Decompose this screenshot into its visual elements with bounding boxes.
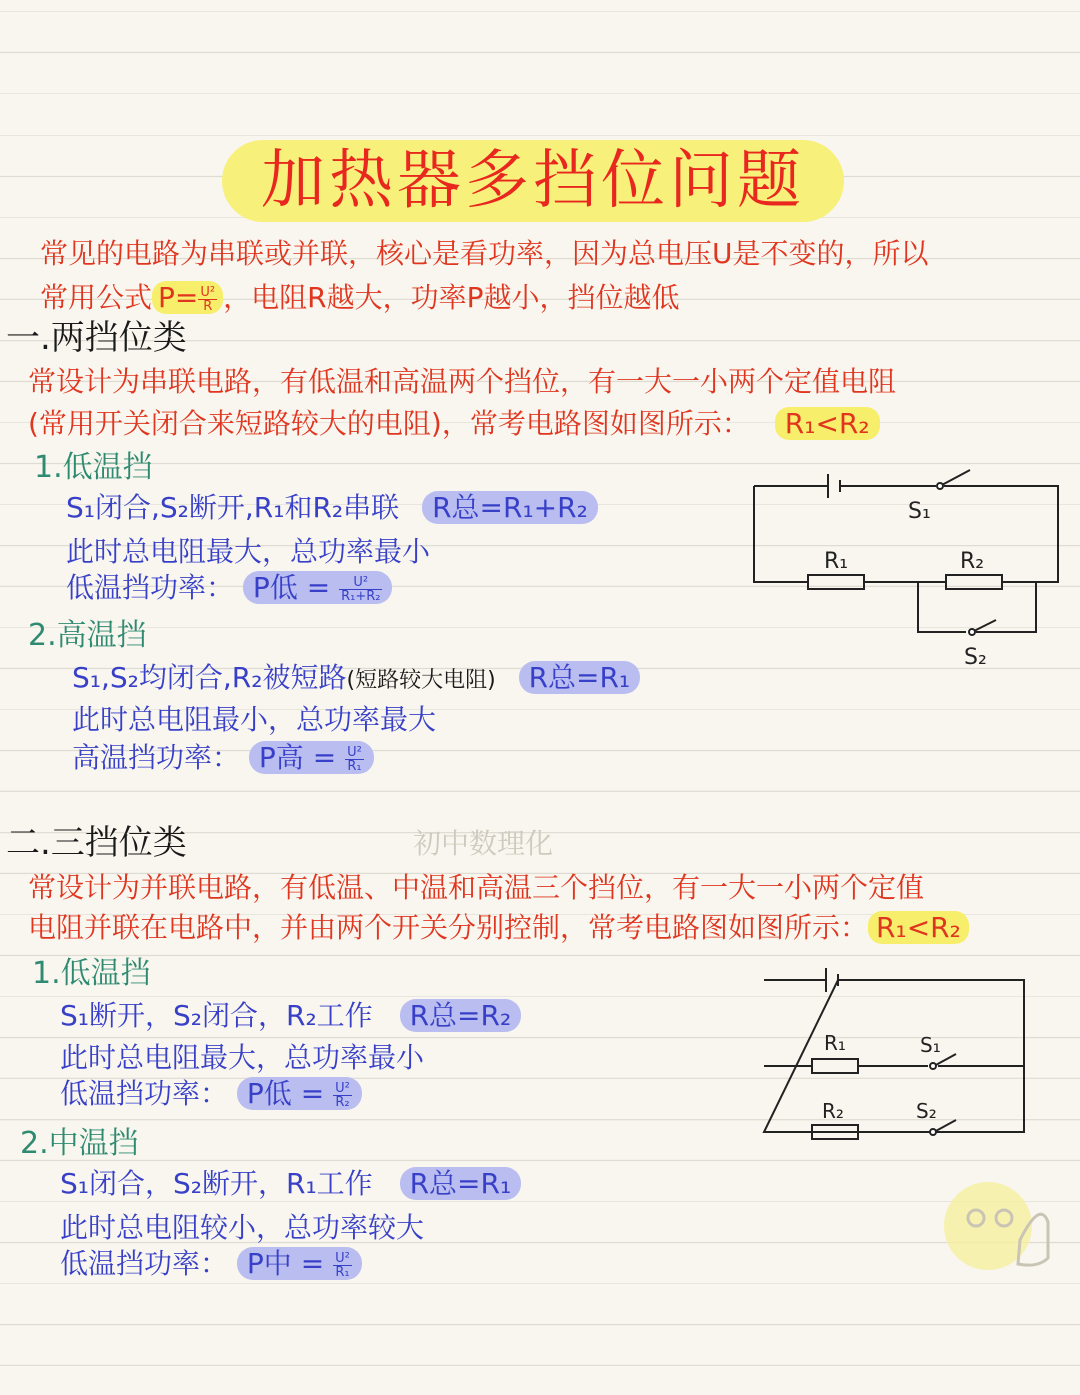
s1-high-num: U²	[347, 744, 362, 760]
intro-line1: 常见的电路为串联或并联，核心是看功率，因为总电压U是不变的，所以	[40, 237, 929, 270]
intro-line2-prefix: 常用公式	[40, 281, 153, 314]
s1-low-den: R₁+R₂	[341, 588, 381, 604]
s2-low-den: R₂	[335, 1094, 350, 1110]
s1-high-fraction	[345, 746, 364, 773]
circuit2-outer-loop	[764, 980, 1024, 1132]
circuit1-label-s1: S₁	[908, 499, 931, 524]
s1-low-title: 1.低温挡	[34, 450, 153, 485]
circuit1-label-r2: R₂	[960, 549, 985, 574]
circuit2-switch-s2	[934, 1120, 956, 1132]
circuit1-resistor-r1	[808, 575, 864, 589]
formula-numerator: U²	[200, 284, 216, 300]
circuit2-resistor-r1	[812, 1059, 858, 1073]
section1-desc1: 常设计为串联电路，有低温和高温两个挡位，有一大一小两个定值电阻	[28, 365, 897, 398]
section1-desc2	[28, 402, 880, 442]
watermark: 初中数理化	[413, 827, 554, 860]
s1-low-rtotal: R总=R₁+R₂	[422, 491, 598, 524]
s1-high-den: R₁	[347, 758, 362, 774]
s2-low-line1	[60, 994, 521, 1034]
s1-high-power-label: 高温挡功率：	[72, 741, 241, 774]
section2-heading: 二.三挡位类	[6, 823, 187, 863]
circuit1-left-wire	[754, 486, 808, 582]
s1-low-power	[66, 566, 392, 606]
s1-low-line1	[66, 486, 598, 526]
formula-denominator: R	[203, 298, 213, 314]
circuit1-s1-pivot	[937, 483, 943, 489]
s2-mid-rtotal: R总=R₁	[400, 1167, 522, 1200]
s1-high-note: (短路较大电阻)	[346, 668, 496, 693]
s1-high-p-symbol: P高 =	[258, 741, 337, 774]
circuit2-label-r1: R₁	[824, 1031, 846, 1055]
s1-low-line2: 此时总电阻最大，总功率最小	[66, 535, 431, 568]
section1-desc2-text: (常用开关闭合来短路较大的电阻)，常考电路图如图所示：	[28, 407, 750, 440]
circuit2-label-s2: S₂	[916, 1099, 937, 1123]
s2-mid-line1	[60, 1162, 521, 1202]
circuit2-s2-pivot	[930, 1129, 936, 1135]
s2-mid-line1-text: S₁闭合，S₂断开，R₁工作	[60, 1167, 373, 1200]
s1-low-p-symbol: P低 =	[252, 571, 331, 604]
s2-mid-den: R₁	[335, 1264, 350, 1280]
circuit1-resistor-r2	[946, 575, 1002, 589]
s2-mid-num: U²	[335, 1250, 350, 1266]
s2-low-p-symbol: P低 =	[246, 1077, 325, 1110]
section2-desc2-text: 电阻并联在电路中，并由两个开关分别控制，常考电路图如图所示：	[28, 911, 869, 944]
mascot-thumbs-up-icon	[940, 1170, 1060, 1280]
s1-low-power-label: 低温挡功率：	[66, 571, 235, 604]
s2-low-num: U²	[335, 1080, 350, 1096]
s1-high-rtotal: R总=R₁	[519, 661, 641, 694]
s2-mid-fraction	[333, 1252, 352, 1279]
circuit1-switch-s2	[972, 620, 996, 632]
circuit1-s2-pivot	[969, 629, 975, 635]
section2-desc2	[28, 906, 969, 946]
s2-low-power	[60, 1072, 362, 1112]
section1-heading: 一.两挡位类	[6, 318, 187, 358]
page-title: 加热器多挡位问题	[222, 140, 844, 222]
s1-low-power-formula	[243, 571, 393, 604]
formula-fraction	[198, 286, 217, 313]
s2-low-line2: 此时总电阻最大，总功率最小	[60, 1041, 425, 1074]
circuit2-label-r2: R₂	[822, 1099, 844, 1123]
s2-low-power-formula	[237, 1077, 362, 1110]
s2-low-power-label: 低温挡功率：	[60, 1077, 229, 1110]
circuit2-s1-pivot	[930, 1063, 936, 1069]
circuit2-label-s1: S₁	[920, 1033, 941, 1057]
section2-relation: R₁<R₂	[868, 911, 969, 944]
s1-low-line1-text: S₁闭合,S₂断开,R₁和R₂串联	[66, 491, 400, 524]
series-circuit-diagram	[740, 460, 1070, 670]
intro-line2-suffix: ，电阻R越大，功率P越小，挡位越低	[223, 281, 680, 314]
s2-mid-title: 2.中温挡	[20, 1126, 139, 1161]
s2-low-line1-text: S₁断开，S₂闭合，R₂工作	[60, 999, 373, 1032]
circuit1-label-s2: S₂	[964, 645, 987, 670]
s1-high-line1-text: S₁,S₂均闭合,R₂被短路	[72, 661, 347, 694]
circuit1-switch-s1	[940, 470, 970, 486]
s2-low-rtotal: R总=R₂	[400, 999, 522, 1032]
s2-mid-power	[60, 1242, 362, 1282]
s2-mid-p-symbol: P中 =	[246, 1247, 325, 1280]
parallel-circuit-diagram	[750, 962, 1040, 1142]
section2-desc1: 常设计为并联电路，有低温、中温和高温三个挡位，有一大一小两个定值	[28, 871, 925, 904]
circuit1-label-r1: R₁	[824, 549, 849, 574]
s2-mid-power-formula	[237, 1247, 362, 1280]
s2-low-title: 1.低温挡	[32, 956, 151, 991]
s1-low-fraction	[339, 576, 382, 603]
formula-p: P=	[158, 281, 199, 314]
s1-high-power	[72, 736, 374, 776]
s2-mid-power-label: 低温挡功率：	[60, 1247, 229, 1280]
s2-low-fraction	[333, 1082, 352, 1109]
s1-high-line2: 此时总电阻最小，总功率最大	[72, 703, 437, 736]
s1-low-num: U²	[339, 576, 382, 590]
s1-high-power-formula	[249, 741, 374, 774]
section1-relation: R₁<R₂	[775, 407, 880, 440]
s1-high-title: 2.高温挡	[28, 618, 147, 653]
s2-mid-line2: 此时总电阻较小，总功率较大	[60, 1211, 425, 1244]
s1-high-line1	[72, 656, 640, 696]
